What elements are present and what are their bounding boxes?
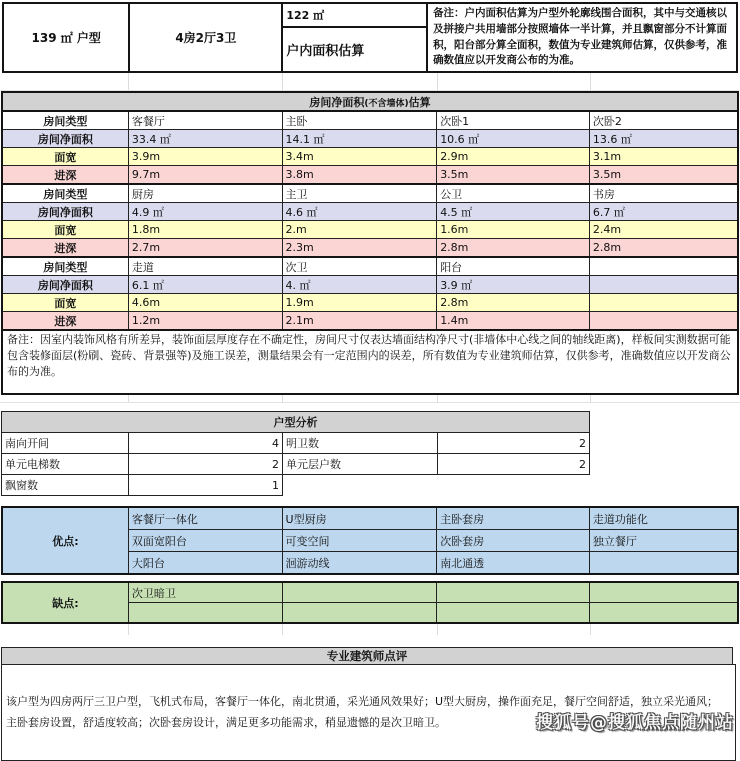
pro-item: 大阳台	[128, 552, 282, 575]
sohu-watermark: 搜狐号@搜狐焦点随州站	[536, 713, 734, 733]
room-type-cell: 次卧1	[437, 111, 590, 130]
room-type-cell: 主卫	[282, 184, 437, 203]
pro-item: 独立餐厅	[589, 530, 738, 552]
room-type-cell: 客餐厅	[128, 111, 282, 130]
analysis-label: 南向开间	[2, 433, 129, 454]
room-area-table	[1, 91, 739, 395]
con-item: 次卫暗卫	[128, 582, 282, 603]
pro-item: 南北通透	[437, 552, 590, 575]
depth-cell	[589, 312, 738, 331]
pro-item: 次卧套房	[437, 530, 590, 552]
analysis-value: 2	[438, 433, 590, 454]
unit-header-table	[2, 2, 738, 73]
depth-cell: 2.8m	[437, 239, 590, 258]
analysis-label: 单元层户数	[282, 454, 437, 475]
depth-cell: 9.7m	[128, 166, 282, 185]
cons-table	[1, 581, 739, 624]
con-item	[128, 603, 282, 624]
con-item	[589, 603, 738, 624]
net-area-cell: 6.7 ㎡	[589, 203, 738, 221]
width-cell: 1.9m	[282, 294, 437, 312]
net-area-cell: 6.1 ㎡	[128, 276, 282, 294]
net-area-cell: 4.6 ㎡	[282, 203, 437, 221]
analysis-value: 2	[438, 454, 590, 475]
row-label: 房间类型	[2, 111, 128, 130]
room-type-cell: 书房	[589, 184, 738, 203]
room-count-cell: 4房2厅3卫	[129, 3, 282, 72]
grid-gap	[0, 395, 740, 403]
row-label: 进深	[2, 239, 128, 258]
net-area-cell: 4.9 ㎡	[128, 203, 282, 221]
room-type-cell: 走道	[128, 257, 282, 276]
net-area-cell: 13.6 ㎡	[589, 130, 738, 148]
con-item	[437, 582, 590, 603]
row-label: 房间类型	[2, 257, 128, 276]
analysis-title: 户型分析	[2, 412, 590, 433]
net-area-cell: 4.5 ㎡	[437, 203, 590, 221]
area-table-title: 房间净面积(不含墙体)估算	[2, 92, 738, 111]
width-cell: 4.6m	[128, 294, 282, 312]
net-area-cell: 10.6 ㎡	[437, 130, 590, 148]
indoor-area-cell: 122 ㎡	[282, 3, 427, 27]
row-label: 房间类型	[2, 184, 128, 203]
room-type-cell: 次卫	[282, 257, 437, 276]
width-cell: 2.8m	[437, 294, 590, 312]
measurement-note-cell: 备注：因室内装饰风格有所差异，装饰面层厚度存在不确定性，房间尺寸仅表达墙面结构净尺寸(非墙体中心线之间的轴线距离)，样板间实测数据可能包含装修面层(粉刷、瓷砖、背景强等)及施工误差，测量结果会有一定范围内的误差，所有数值为专业建筑师估算，仅供参考，准确数值应以开发商公布的为准。	[2, 330, 738, 394]
pro-item: 主卧套房	[437, 507, 590, 530]
room-type-cell: 公卫	[437, 184, 590, 203]
depth-cell: 2.7m	[128, 239, 282, 258]
estimate-note-cell: 备注：户内面积估算为户型外轮廓线围合面积，其中与交通核以及拼接户共用墙部分按照墙体一半计算，并且飘窗部分不计算面积，阳台部分算全面积，数值为专业建筑师估算，仅供参考，准确数值应以开发商公布的为准。	[427, 3, 737, 72]
review-title: 专业建筑师点评	[1, 647, 733, 665]
depth-cell: 2.3m	[282, 239, 437, 258]
depth-cell: 3.5m	[437, 166, 590, 185]
width-cell: 2.m	[282, 221, 437, 239]
row-label: 进深	[2, 312, 128, 331]
room-type-cell: 次卧2	[589, 111, 738, 130]
pros-table	[1, 506, 739, 575]
net-area-cell: 33.4 ㎡	[128, 130, 282, 148]
net-area-cell	[589, 276, 738, 294]
analysis-value: 1	[128, 475, 282, 496]
pro-item: U型厨房	[282, 507, 437, 530]
con-item	[437, 603, 590, 624]
width-cell: 2.4m	[589, 221, 738, 239]
pro-item: 客餐厅一体化	[128, 507, 282, 530]
row-label: 进深	[2, 166, 128, 185]
pro-item	[589, 552, 738, 575]
width-cell: 1.8m	[128, 221, 282, 239]
pro-item: 双面宽阳台	[128, 530, 282, 552]
grid-gap	[0, 624, 740, 635]
net-area-cell: 4. ㎡	[282, 276, 437, 294]
review-text: 该户型为四房两厅三卫户型，飞机式布局，客餐厅一体化，南北贯通，采光通风效果好；U型大厨房，操作面充足，餐厅空间舒适，独立采光通风；主卧套房设置，舒适度较高；次卧套房设计，满足更多功能需求，稍显遗憾的是次卫暗卫。	[1, 664, 736, 761]
row-label: 面宽	[2, 294, 128, 312]
row-label: 房间净面积	[2, 130, 128, 148]
unit-size-cell: 139 ㎡ 户型	[3, 3, 129, 72]
net-area-cell: 3.9 ㎡	[437, 276, 590, 294]
pro-item: 可变空间	[282, 530, 437, 552]
row-label: 面宽	[2, 148, 128, 166]
pro-item: 走道功能化	[589, 507, 738, 530]
width-cell	[589, 294, 738, 312]
room-type-cell: 主卧	[282, 111, 437, 130]
analysis-label: 单元电梯数	[2, 454, 129, 475]
depth-cell: 2.1m	[282, 312, 437, 331]
grid-gap	[0, 73, 740, 91]
con-item	[282, 582, 437, 603]
net-area-cell: 14.1 ㎡	[282, 130, 437, 148]
width-cell: 3.9m	[128, 148, 282, 166]
room-type-cell: 阳台	[437, 257, 590, 276]
con-item	[282, 603, 437, 624]
depth-cell: 1.4m	[437, 312, 590, 331]
depth-cell: 3.5m	[589, 166, 738, 185]
width-cell: 2.9m	[437, 148, 590, 166]
depth-cell: 1.2m	[128, 312, 282, 331]
cons-label: 缺点:	[2, 582, 128, 623]
room-type-cell: 厨房	[128, 184, 282, 203]
row-label: 房间净面积	[2, 203, 128, 221]
width-cell: 3.1m	[589, 148, 738, 166]
width-cell: 3.4m	[282, 148, 437, 166]
depth-cell: 2.8m	[589, 239, 738, 258]
analysis-label: 明卫数	[282, 433, 437, 454]
analysis-value: 2	[128, 454, 282, 475]
row-label: 面宽	[2, 221, 128, 239]
estimate-label-cell: 户内面积估算	[282, 27, 427, 72]
layout-analysis-table	[1, 411, 590, 496]
room-type-cell	[589, 257, 738, 276]
empty-cell	[282, 475, 589, 496]
pro-item: 洄游动线	[282, 552, 437, 575]
width-cell: 1.6m	[437, 221, 590, 239]
row-label: 房间净面积	[2, 276, 128, 294]
analysis-value: 4	[128, 433, 282, 454]
con-item	[589, 582, 738, 603]
analysis-label: 飘窗数	[2, 475, 129, 496]
pros-label: 优点:	[2, 507, 128, 574]
depth-cell: 3.8m	[282, 166, 437, 185]
